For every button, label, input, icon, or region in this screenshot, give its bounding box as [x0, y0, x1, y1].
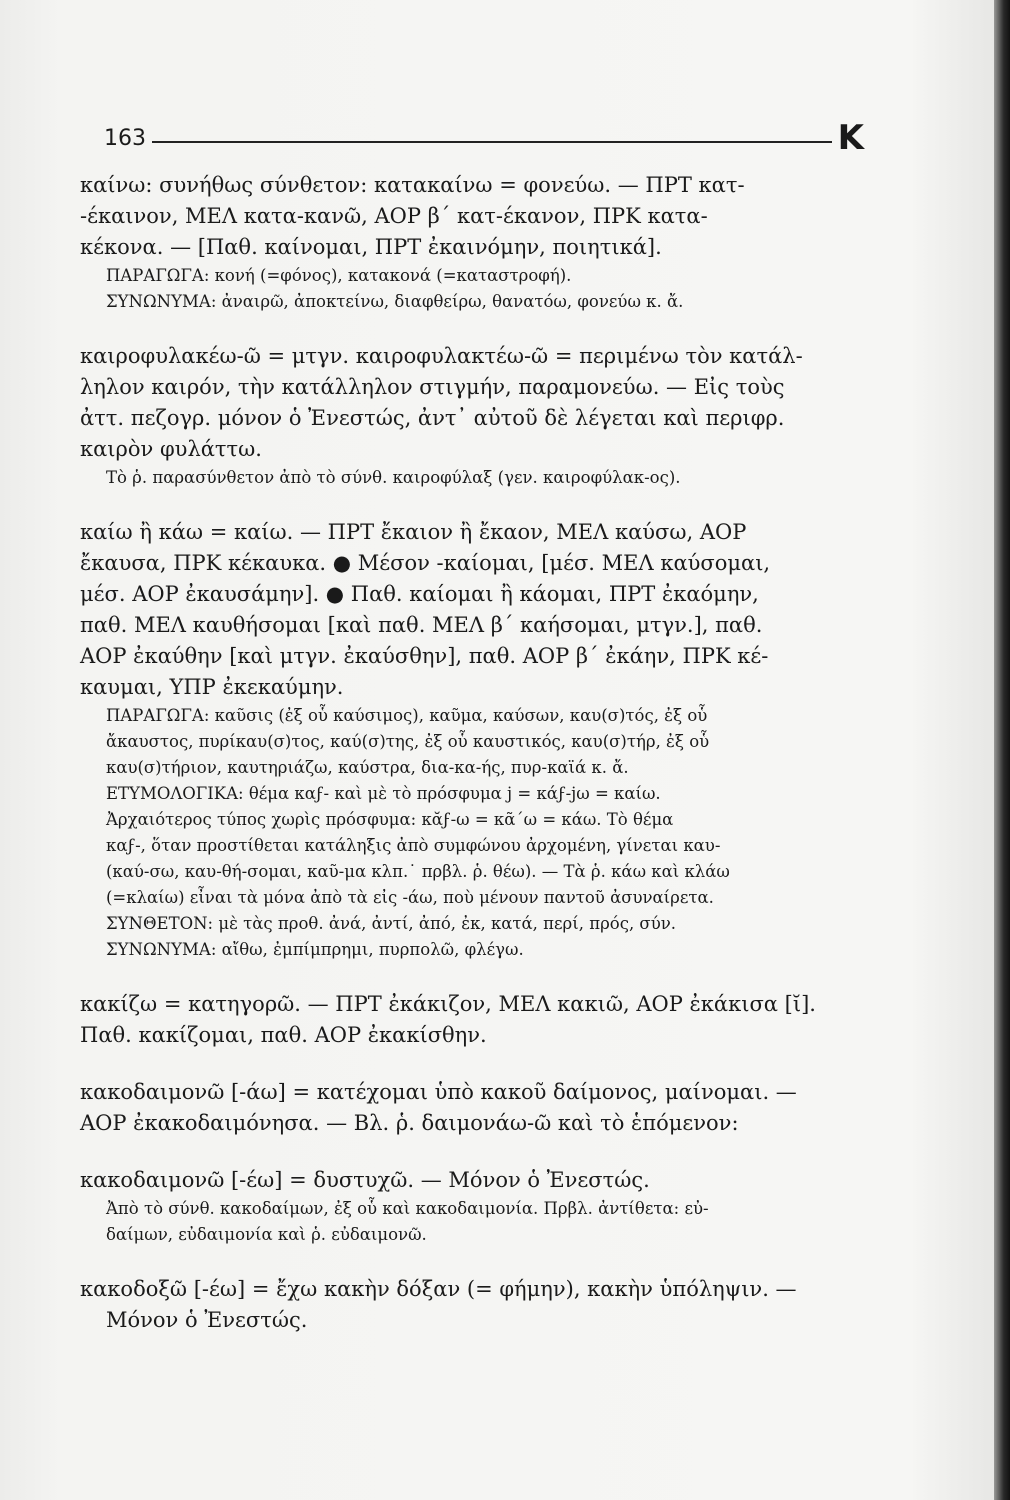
entry-line: καίνω: συνήθως σύνθετον: κατακαίνω = φονεύω. — ΠΡΤ κατ-: [80, 173, 745, 197]
entry-kairofylakeo: [80, 341, 870, 491]
entry-line: καίω ἢ κάω = καίω. — ΠΡΤ ἔκαιον ἢ ἔκαον, ΜΕΛ καύσω, ΑΟΡ: [80, 520, 747, 544]
sub-line: ΣΥΝΩΝΥΜΑ: ἀναιρῶ, ἀποκτείνω, διαφθείρω, θανατόω, φονεύω κ. ἄ.: [106, 292, 684, 311]
entry-kakodaimono-ao: [80, 1077, 870, 1139]
sub-line: ΣΥΝΩΝΥΜΑ: αἴθω, ἐμπίμπρημι, πυρπολῶ, φλέγω.: [106, 940, 524, 959]
entry-line: καιρὸν φυλάττω.: [80, 437, 262, 461]
entry-line: Παθ. κακίζομαι, παθ. ΑΟΡ ἐκακίσθην.: [80, 1023, 487, 1047]
sub-line: δαίμων, εὐδαιμονία καὶ ῥ. εὐδαιμονῶ.: [106, 1225, 427, 1244]
entry-line: ἔκαυσα, ΠΡΚ κέκαυκα. ● Μέσον -καίομαι, [μέσ. ΜΕΛ καύσομαι,: [80, 551, 771, 575]
entry-line: ληλον καιρόν, τὴν κατάλληλον στιγμήν, παραμονεύω. — Εἰς τοὺς: [80, 375, 785, 399]
entry-line: Μόνον ὁ Ἐνεστώς.: [106, 1308, 308, 1332]
header-rule: [152, 141, 832, 143]
entry-line: κακοδαιμονῶ [-άω] = κατέχομαι ὑπὸ κακοῦ δαίμονος, μαίνομαι. —: [80, 1080, 797, 1104]
entry-line: κακοδοξῶ [-έω] = ἔχω κακὴν δόξαν (= φήμην), κακὴν ὑπόληψιν. —: [80, 1277, 797, 1301]
entry-kaio: [80, 517, 870, 963]
entry-kakodaimono-eo: [80, 1165, 870, 1248]
page-number: 163: [104, 125, 146, 151]
sub-line: (=κλαίω) εἶναι τὰ μόνα ἀπὸ τὰ εἰς -άω, ποὺ μένουν παντοῦ ἀσυναίρετα.: [106, 888, 714, 907]
sub-line: καυ(σ)τήριον, καυτηριάζω, καύστρα, δια-κα-ής, πυρ-καϊά κ. ἄ.: [106, 758, 629, 777]
entry-line: καιροφυλακέω-ῶ = μτγν. καιροφυλακτέω-ῶ = περιμένω τὸν κατάλ-: [80, 344, 803, 368]
dictionary-content: [80, 170, 870, 1362]
entry-line: κέκονα. — [Παθ. καίνομαι, ΠΡΤ ἐκαινόμην, ποιητικά].: [80, 235, 662, 259]
entry-line: κακίζω = κατηγορῶ. — ΠΡΤ ἐκάκιζον, ΜΕΛ κακιῶ, ΑΟΡ ἐκάκισα [ῐ].: [80, 992, 816, 1016]
sub-line: ΕΤΥΜΟΛΟΓΙΚΑ: θέμα καϝ- καὶ μὲ τὸ πρόσφυμα j = κάϝ-jω = καίω.: [106, 784, 661, 803]
entry-kakizo: [80, 989, 870, 1051]
page-header: [104, 120, 864, 156]
entry-line: -έκαινον, ΜΕΛ κατα-κανῶ, ΑΟΡ β΄ κατ-έκανον, ΠΡΚ κατα-: [80, 204, 708, 228]
entry-kakodoxo: [80, 1274, 870, 1336]
entry-line: μέσ. ΑΟΡ ἐκαυσάμην]. ● Παθ. καίομαι ἢ κάομαι, ΠΡΤ ἐκαόμην,: [80, 582, 759, 606]
sub-line: ΠΑΡΑΓΩΓΑ: καῦσις (ἐξ οὗ καύσιμος), καῦμα, καύσων, καυ(σ)τός, ἐξ οὗ: [106, 706, 708, 725]
sub-line: ΠΑΡΑΓΩΓΑ: κονή (=φόνος), κατακονά (=καταστροφή).: [106, 266, 572, 285]
sub-line: ἄκαυστος, πυρίκαυ(σ)τος, καύ(σ)της, ἐξ οὗ καυστικός, καυ(σ)τήρ, ἐξ οὗ: [106, 732, 710, 751]
sub-line: Ἀπὸ τὸ σύνθ. κακοδαίμων, ἐξ οὗ καὶ κακοδαιμονία. Πρβλ. ἀντίθετα: εὐ-: [106, 1199, 709, 1218]
entry-line: ΑΟΡ ἐκακοδαιμόνησα. — Βλ. ῥ. δαιμονάω-ῶ καὶ τὸ ἑπόμενον:: [80, 1111, 739, 1135]
entry-line: παθ. ΜΕΛ καυθήσομαι [καὶ παθ. ΜΕΛ β΄ καήσομαι, μτγν.], παθ.: [80, 613, 763, 637]
entry-line: κακοδαιμονῶ [-έω] = δυστυχῶ. — Μόνον ὁ Ἐνεστώς.: [80, 1168, 650, 1192]
entry-line: καυμαι, ΥΠΡ ἐκεκαύμην.: [80, 675, 344, 699]
entry-line: ΑΟΡ ἐκαύθην [καὶ μτγν. ἐκαύσθην], παθ. ΑΟΡ β΄ ἐκάην, ΠΡΚ κέ-: [80, 644, 769, 668]
sub-line: (καύ-σω, καυ-θή-σομαι, καῦ-μα κλπ.˙ πρβλ. ῥ. θέω). — Τὰ ῥ. κάω καὶ κλάω: [106, 862, 730, 881]
sub-line: ΣΥΝΘΕΤΟΝ: μὲ τὰς προθ. ἀνά, ἀντί, ἀπό, ἐκ, κατά, περί, πρός, σύν.: [106, 914, 676, 933]
sub-line: Τὸ ῥ. παρασύνθετον ἀπὸ τὸ σύνθ. καιροφύλαξ (γεν. καιροφύλακ-ος).: [106, 468, 681, 487]
sub-line: καϝ-, ὅταν προστίθεται κατάληξις ἀπὸ συμφώνου ἀρχομένη, γίνεται καυ-: [106, 836, 721, 855]
page-binding-edge: [994, 0, 1010, 1500]
entry-kaino: [80, 170, 870, 315]
section-letter: K: [837, 118, 864, 158]
sub-line: Ἀρχαιότερος τύπος χωρὶς πρόσφυμα: κᾰϝ-ω = κᾶ΄ω = κάω. Τὸ θέμα: [106, 810, 674, 829]
entry-line: ἀττ. πεζογρ. μόνον ὁ Ἐνεστώς, ἀντ᾿ αὐτοῦ δὲ λέγεται καὶ περιφρ.: [80, 406, 785, 430]
